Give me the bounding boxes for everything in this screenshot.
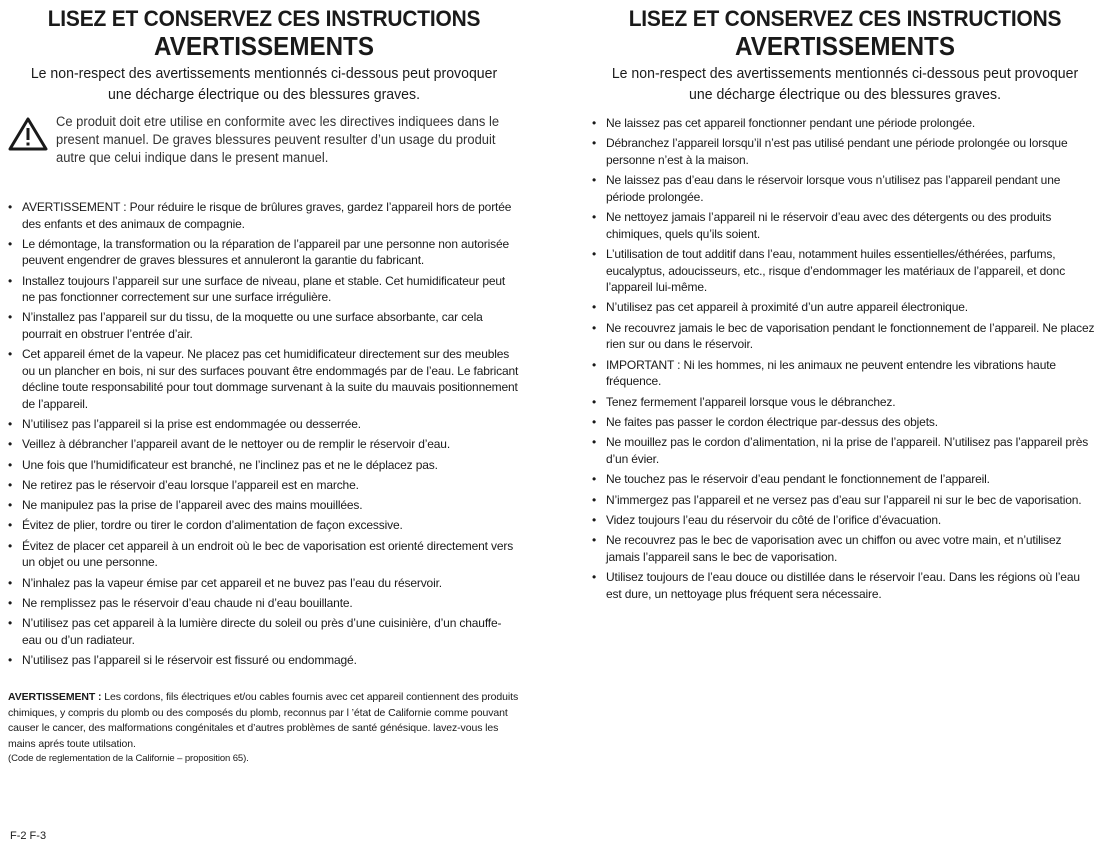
list-item: • Veillez à débrancher l’appareil avant de le nettoyer ou de remplir le réservoir d’eau. — [8, 436, 520, 453]
list-item: • N’utilisez pas cet appareil à la lumière directe du soleil ou près d’une cuisinière, d’un chauffe-eau ou d’un radiateur. — [8, 615, 520, 648]
left-intro-text: Le non-respect des avertissements mentionnés ci-dessous peut provoquer une décharge électrique ou des blessures graves. — [30, 65, 498, 103]
list-item: • L’utilisation de tout additif dans l’eau, notamment huiles essentielles/éthérées, parfums, eucalyptus, adoucisseurs, etc., risque d’endommager les matériaux de l’appareil, et donc l’appareil lui-même. — [592, 246, 1098, 296]
left-heading-warnings: AVERTISSEMENTS — [154, 31, 374, 61]
list-item: • Utilisez toujours de l’eau douce ou distillée dans le réservoir l’eau. Dans les régions où l’eau est dure, un nettoyage plus fréquent sera nécessaire. — [592, 569, 1098, 602]
list-item: • Installez toujours l’appareil sur une surface de niveau, plane et stable. Cet humidificateur peut ne pas fonctionner correctement sur une surface irrégulière. — [8, 273, 520, 306]
prop65-code-reference: (Code de reglementation de la Californie – proposition 65). — [8, 753, 249, 765]
list-item: • N’utilisez pas l’appareil si la prise est endommagée ou desserrée. — [8, 416, 520, 433]
left-page — [8, 6, 520, 766]
caution-text: Ce produit doit etre utilise en conformite avec les directives indiquees dans le present manuel. De graves blessures peuvent resulter d’un usage du produit autre que celui indique dans le present manuel. — [56, 114, 500, 165]
list-item: • Ne recouvrez jamais le bec de vaporisation pendant le fonctionnement de l’appareil. Ne placez rien sur ou dans le réservoir. — [592, 320, 1098, 353]
left-warning-list — [8, 199, 520, 668]
right-warning-list — [592, 115, 1098, 602]
list-item: • Ne remplissez pas le réservoir d’eau chaude ni d’eau bouillante. — [8, 595, 520, 612]
prop65-text: Les cordons, fils électriques et/ou cables fournis avec cet appareil contiennent des produits chimiques, y compris du plomb ou des composés du plomb, reconnus par l ’état de Californie comme pouvant causer le cancer, des malformations congénitales et d’autres problèmes de santé génésique. lavez-vous les mains aprés toute utilsation. — [8, 691, 519, 750]
list-item: • Ne nettoyez jamais l’appareil ni le réservoir d’eau avec des détergents ou des produits chimiques, quels qu’ils soient. — [592, 209, 1098, 242]
list-item: • Ne touchez pas le réservoir d’eau pendant le fonctionnement de l’appareil. — [592, 471, 1098, 488]
caution-notice — [8, 113, 520, 167]
prop65-label: AVERTISSEMENT : — [8, 691, 102, 704]
list-item: • Ne retirez pas le réservoir d’eau lorsque l’appareil est en marche. — [8, 477, 520, 494]
list-item: • Tenez fermement l’appareil lorsque vous le débranchez. — [592, 394, 1098, 411]
list-item: • Cet appareil émet de la vapeur. Ne placez pas cet humidificateur directement sur des meubles ou un plancher en bois, ni sur des surfaces pouvant être endommagés par de l’eau. Le fabricant décline toute responsabilité pour tout dommage survenant à la suite du mauvais positionnement de l’appareil. — [8, 346, 520, 412]
list-item: • AVERTISSEMENT : Pour réduire le risque de brûlures graves, gardez l’appareil hors de portée des enfants et des animaux de compagnie. — [8, 199, 520, 232]
list-item: • N’installez pas l’appareil sur du tissu, de la moquette ou une surface absorbante, car cela pourrait en obstruer l’entrée d’air. — [8, 309, 520, 342]
list-item: • Débranchez l’appareil lorsqu’il n’est pas utilisé pendant une période prolongée ou lorsque personne n’est à la maison. — [592, 135, 1098, 168]
list-item: • Ne laissez pas d’eau dans le réservoir lorsque vous n’utilisez pas l’appareil pendant une période prolongée. — [592, 172, 1098, 205]
list-item: • Videz toujours l’eau du réservoir du côté de l’orifice d’évacuation. — [592, 512, 1098, 529]
list-item: • Ne faites pas passer le cordon électrique par-dessus des objets. — [592, 414, 1098, 431]
list-item: • N’immergez pas l’appareil et ne versez pas d’eau sur l’appareil ni sur le bec de vaporisation. — [592, 492, 1098, 509]
list-item: • Ne recouvrez pas le bec de vaporisation avec un chiffon ou avec votre main, et n’utilisez jamais l’appareil sans le bec de vaporisation. — [592, 532, 1098, 565]
right-heading-warnings: AVERTISSEMENTS — [735, 31, 955, 61]
list-item: • N’utilisez pas l’appareil si le réservoir est fissuré ou endommagé. — [8, 652, 520, 669]
page-numbers: F-2 F-3 — [10, 830, 47, 842]
list-item: • N’inhalez pas la vapeur émise par cet appareil et ne buvez pas l’eau du réservoir. — [8, 575, 520, 592]
right-page — [592, 6, 1098, 606]
list-item: • Ne laissez pas cet appareil fonctionner pendant une période prolongée. — [592, 115, 1098, 132]
prop65-warning — [8, 690, 520, 752]
list-item: • N’utilisez pas cet appareil à proximité d’un autre appareil électronique. — [592, 299, 1098, 316]
list-item: • IMPORTANT : Ni les hommes, ni les animaux ne peuvent entendre les vibrations haute fréquence. — [592, 357, 1098, 390]
list-item: • Ne manipulez pas la prise de l’appareil avec des mains mouillées. — [8, 497, 520, 514]
list-item: • Ne mouillez pas le cordon d’alimentation, ni la prise de l’appareil. N’utilisez pas l’appareil près d’un évier. — [592, 434, 1098, 467]
left-heading-instructions: LISEZ ET CONSERVEZ CES INSTRUCTIONS — [47, 6, 481, 31]
list-item: • Le démontage, la transformation ou la réparation de l’appareil par une personne non autorisée peuvent engendrer de graves blessures et annuleront la garantie du fabricant. — [8, 236, 520, 269]
right-heading-instructions: LISEZ ET CONSERVEZ CES INSTRUCTIONS — [628, 6, 1062, 31]
list-item: • Évitez de placer cet appareil à un endroit où le bec de vaporisation est orienté directement vers un objet ou une personne. — [8, 538, 520, 571]
list-item: • Évitez de plier, tordre ou tirer le cordon d’alimentation de façon excessive. — [8, 517, 520, 534]
warning-triangle-icon — [8, 117, 48, 151]
right-intro-text: Le non-respect des avertissements mentionnés ci-dessous peut provoquer une décharge électrique ou des blessures graves. — [611, 65, 1079, 103]
list-item: • Une fois que l’humidificateur est branché, ne l’inclinez pas et ne le déplacez pas. — [8, 457, 520, 474]
